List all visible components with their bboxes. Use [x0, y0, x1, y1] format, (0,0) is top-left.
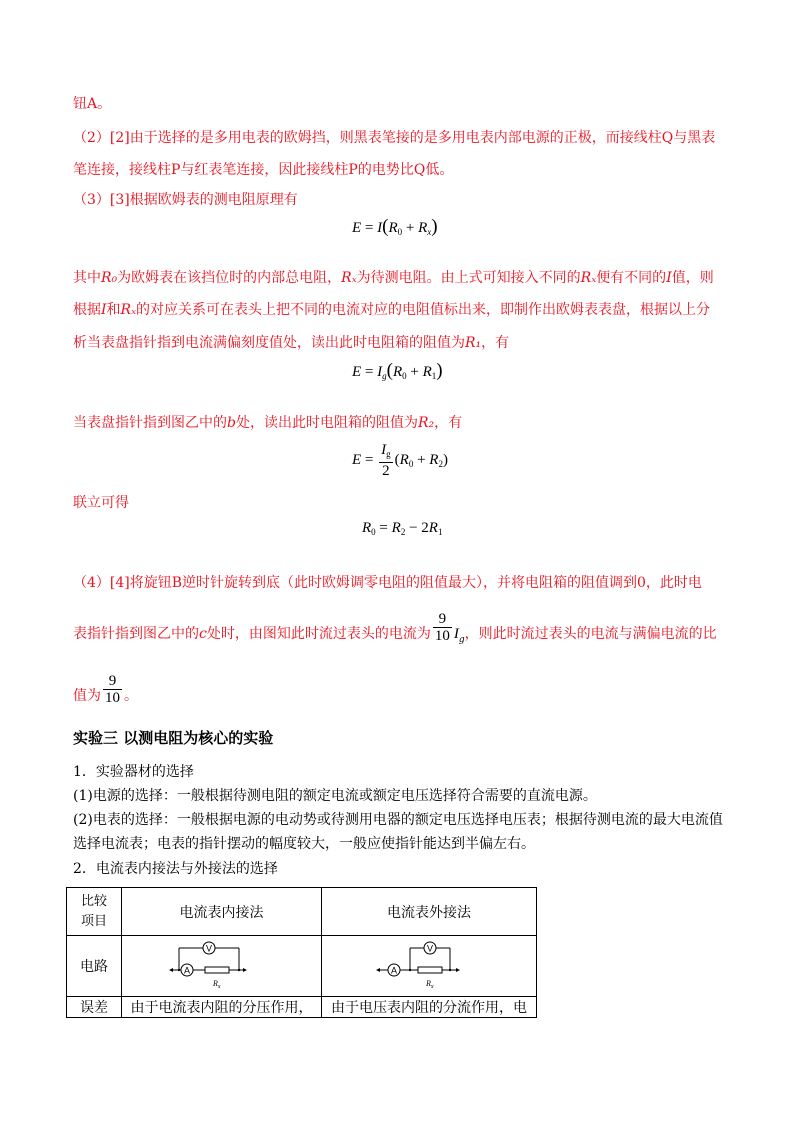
eq-symbol: ( [386, 360, 393, 381]
table-row [67, 997, 537, 1018]
eq-symbol: = [361, 451, 378, 468]
voltmeter-label: V [426, 943, 434, 954]
eq-symbol: 10 [434, 627, 450, 644]
answer-line-6 [73, 300, 710, 320]
text-run: 值为 [73, 688, 101, 704]
eq-symbol: = [375, 520, 392, 536]
answer-line-9: 联立可得 [73, 495, 129, 511]
text-run: b [227, 415, 236, 431]
text-run: Rₓ [580, 270, 597, 286]
eq-symbol: 2 [382, 463, 390, 479]
eq-symbol: E [352, 220, 362, 236]
ammeter-label: A [183, 965, 190, 976]
table-row-label: 电路 [67, 936, 122, 997]
fraction [379, 442, 393, 479]
answer-line-2: （2）[2]由于选择的是多用电表的欧姆挡，则黑表笔接的是多用电表内部电源的正极，而接线柱Q与黑表 [73, 130, 716, 146]
voltmeter-label: V [205, 943, 212, 954]
resistor-label-sub: x [217, 984, 221, 990]
inner-connection-circuit [122, 936, 322, 997]
text-run: 根据 [73, 302, 101, 318]
table-header-inner: 电流表内接法 [122, 888, 322, 936]
text-run: ，有 [481, 335, 510, 351]
eq-symbol: I [453, 626, 459, 642]
text-run: ，则此时流过表头的电流与满偏电流的比 [464, 626, 717, 642]
eq-symbol: 0 [371, 527, 376, 537]
outer-circuit-diagram [374, 936, 484, 992]
eq-symbol: 10 [105, 689, 120, 706]
section-paragraph-1: 1．实验器材的选择 [73, 764, 194, 780]
text-run: 的对应关系可在表头上把不同的电流对应的电阻值标出来，即制作出欧姆表表盘，根据以上分 [136, 302, 711, 318]
eq-symbol: R [422, 364, 432, 380]
resistor-label [212, 979, 221, 990]
eq-symbol: R [388, 220, 398, 236]
comparison-table [66, 887, 537, 1018]
eq-symbol: ) [442, 451, 448, 468]
text-run: 其中 [73, 270, 101, 286]
table-header-text: 比较 [80, 893, 107, 909]
outer-error-text: 由于电压表内阻的分流作用，电 [322, 997, 537, 1018]
inner-circuit-diagram [167, 936, 277, 992]
answer-line-12 [73, 672, 138, 706]
eq-symbol: 0 [397, 227, 403, 237]
eq-symbol: = [361, 220, 378, 236]
eq-symbol: g [386, 449, 391, 459]
outer-connection-circuit [322, 936, 537, 997]
section-paragraph-4: 选择电流表；电表的指针摆动的幅度较大，一般应使指针能达到半偏左右。 [73, 836, 535, 852]
equation-1 [352, 216, 438, 238]
text-run: 表指针指到图乙中的 [73, 626, 199, 642]
eq-symbol: ( [382, 216, 389, 237]
eq-symbol: R [418, 220, 428, 236]
eq-symbol: R [429, 451, 439, 468]
text-run: 当表盘指针指到图乙中的 [73, 415, 227, 431]
eq-symbol: 2 [438, 458, 443, 469]
answer-line-11 [73, 610, 717, 650]
resistor-label-main: R [212, 979, 218, 988]
resistor-label-main: R [426, 979, 431, 988]
eq-symbol: 1 [431, 371, 437, 381]
eq-symbol: + [406, 364, 423, 380]
text-run: 。 [124, 688, 138, 704]
eq-symbol: R [392, 364, 403, 380]
answer-line-5 [73, 268, 714, 288]
answer-line-3: 笔连接，接线柱P与红表笔连接，因此接线柱P的电势比Q低。 [73, 162, 454, 178]
eq-symbol: I [377, 364, 383, 380]
eq-symbol: R [391, 520, 401, 536]
resistor-symbol [205, 967, 229, 973]
eq-symbol: = [361, 364, 378, 380]
text-run: 便有不同的 [596, 270, 667, 286]
answer-line-8 [73, 413, 462, 433]
text-run: 析当表盘指针指到电流满偏刻度值处，读出此时电阻箱的阻值为 [73, 335, 465, 351]
eq-symbol: ( [394, 451, 400, 468]
text-run: 处时，由图知此时流过表头的电流为 [206, 626, 431, 642]
answer-line-4: （3）[3]根据欧姆表的测电阻原理有 [73, 192, 298, 208]
eq-symbol: E [352, 451, 362, 468]
equation-3 [352, 442, 448, 479]
text-run: 值，则 [671, 270, 714, 286]
answer-line-7 [73, 333, 509, 353]
eq-symbol: ) [436, 360, 443, 381]
table-row [67, 936, 537, 997]
text-run: I [666, 270, 672, 286]
eq-symbol: g [458, 634, 465, 645]
eq-symbol: − 2 [405, 520, 429, 536]
section-paragraph-3: (2)电表的选择：一般根据电源的电动势或待测用电器的额定电压选择电压表；根据待测电流的最大电流值 [73, 812, 723, 828]
eq-symbol: R [399, 451, 409, 468]
eq-symbol: R [362, 520, 372, 536]
eq-symbol: x [427, 227, 432, 237]
resistor-label-sub: x [430, 984, 434, 990]
eq-symbol: 0 [408, 458, 414, 469]
text-run: Rₓ [341, 270, 357, 286]
text-run: 处，读出此时电阻箱的阻值为 [235, 415, 418, 431]
table-row-label: 误差 [67, 997, 122, 1018]
eq-symbol: ) [431, 216, 438, 237]
eq-symbol: R [428, 520, 438, 536]
table-header-label [67, 888, 122, 936]
text-run: 为欧姆表在该挡位时的内部总电阻， [117, 270, 342, 286]
section-heading: 实验三 以测电阻为核心的实验 [73, 729, 274, 747]
section-paragraph-2: (1)电源的选择：一般根据待测电阻的额定电流或额定电压选择符合需要的直流电源。 [73, 788, 597, 804]
fraction-9-10 [433, 611, 452, 644]
equation-4 [362, 520, 442, 537]
text-run: 为待测电阻。由上式可知接入不同的 [356, 270, 581, 286]
answer-line-10: （4）[4]将旋钮B逆时针旋转到底（此时欧姆调零电阻的阻值最大），并将电阻箱的阻值调到0，此时电 [73, 575, 702, 591]
equation-2 [352, 360, 443, 382]
text-run: R₁ [465, 335, 482, 351]
text-run: Rₓ [120, 302, 137, 318]
eq-symbol: I [381, 442, 387, 458]
text-run: c [199, 626, 207, 642]
eq-symbol: 0 [402, 371, 407, 381]
table-row [67, 888, 537, 936]
table-header-text: 项目 [80, 913, 107, 929]
text-run: R₂ [417, 415, 435, 431]
eq-symbol: I [377, 220, 383, 236]
text-run: 和 [106, 302, 121, 318]
table-header-outer: 电流表外接法 [322, 888, 537, 936]
resistor-label [425, 979, 434, 990]
ammeter-label: A [390, 965, 398, 976]
resistor-symbol [418, 967, 442, 973]
eq-symbol: g [382, 371, 387, 381]
section-paragraph-5: 2．电流表内接法与外接法的选择 [73, 861, 278, 877]
answer-line-1: 钮A。 [73, 96, 112, 112]
eq-symbol: + [402, 220, 419, 236]
inner-error-text: 由于电流表内阻的分压作用， [122, 997, 322, 1018]
eq-symbol: 9 [108, 672, 117, 689]
text-run: I [101, 302, 107, 318]
eq-symbol: + [413, 451, 430, 468]
eq-symbol: E [352, 364, 362, 380]
fraction-9-10 [103, 673, 122, 706]
eq-symbol: 2 [400, 527, 406, 537]
text-run: R₀ [101, 270, 118, 286]
eq-symbol: 1 [437, 527, 443, 537]
text-run: ，有 [434, 415, 463, 431]
eq-symbol: 9 [438, 610, 447, 627]
